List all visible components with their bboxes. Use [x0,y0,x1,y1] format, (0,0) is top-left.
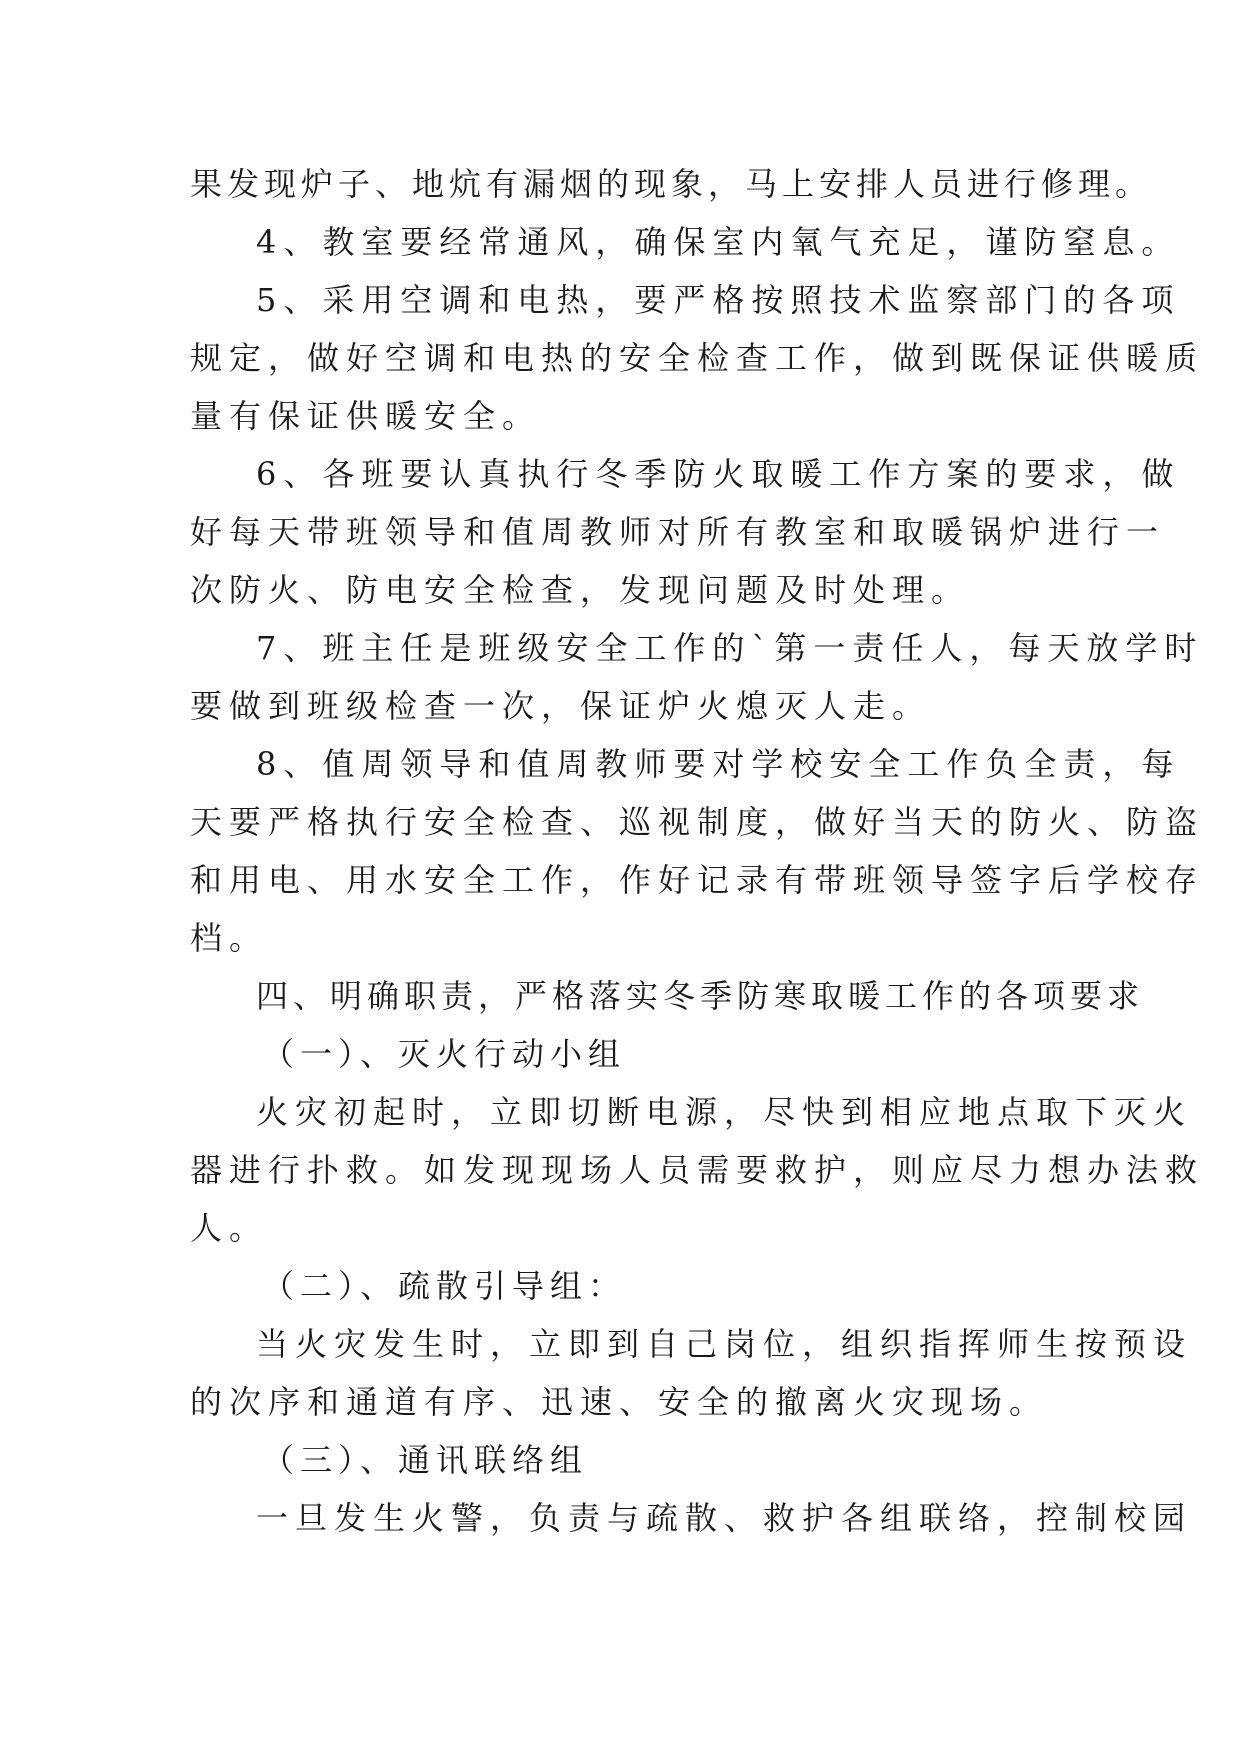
paragraph-line: 5、采用空调和电热，要严格按照技术监察部门的各项 [256,281,1181,319]
paragraph-line: 4、教室要经常通风，确保室内氧气充足，谨防窒息。 [256,223,1181,261]
paragraph-line: 好每天带班领导和值周教师对所有教室和取暖锅炉进行一 [190,513,1166,551]
paragraph-line: 天要严格执行安全检查、巡视制度，做好当天的防火、防盗 [190,803,1205,841]
paragraph-line: 次防火、防电安全检查，发现问题及时处理。 [190,571,971,609]
paragraph-line: 量有保证供暖安全。 [190,397,542,435]
paragraph-line: 7、班主任是班级安全工作的`第一责任人，每天放学时 [256,629,1204,667]
paragraph-line: 人。 [190,1209,269,1247]
paragraph-line: 8、值周领导和值周教师要对学校安全工作负全责，每 [256,745,1181,783]
document-body [190,155,1205,1547]
paragraph-line: 的次序和通道有序、迅速、安全的撤离火灾现场。 [190,1383,1049,1421]
paragraph-line: 果发现炉子、地炕有漏烟的现象，马上安排人员进行修理。 [190,165,1153,203]
paragraph-line: 要做到班级检查一次，保证炉火熄灭人走。 [190,687,932,725]
section-heading: 四、明确职责，严格落实冬季防寒取暖工作的各项要求 [256,977,1145,1015]
subsection-heading: （一）、灭火行动小组 [262,1035,627,1073]
paragraph-line: 火灾初起时，立即切断电源，尽快到相应地点取下灭火 [256,1093,1193,1131]
paragraph-line: 器进行扑救。如发现现场人员需要救护，则应尽力想办法救 [190,1151,1205,1189]
paragraph-line: 当火灾发生时，立即到自己岗位，组织指挥师生按预设 [256,1325,1193,1363]
subsection-heading: （二）、疏散引导组： [262,1267,627,1305]
subsection-heading: （三）、通讯联络组 [262,1441,589,1479]
paragraph-line: 档。 [190,919,269,957]
paragraph-line: 规定，做好空调和电热的安全检查工作，做到既保证供暖质 [190,339,1205,377]
paragraph-line: 一旦发生火警，负责与疏散、救护各组联络，控制校园 [256,1499,1193,1537]
paragraph-line: 6、各班要认真执行冬季防火取暖工作方案的要求，做 [256,455,1181,493]
paragraph-line: 和用电、用水安全工作，作好记录有带班领导签字后学校存 [190,861,1205,899]
